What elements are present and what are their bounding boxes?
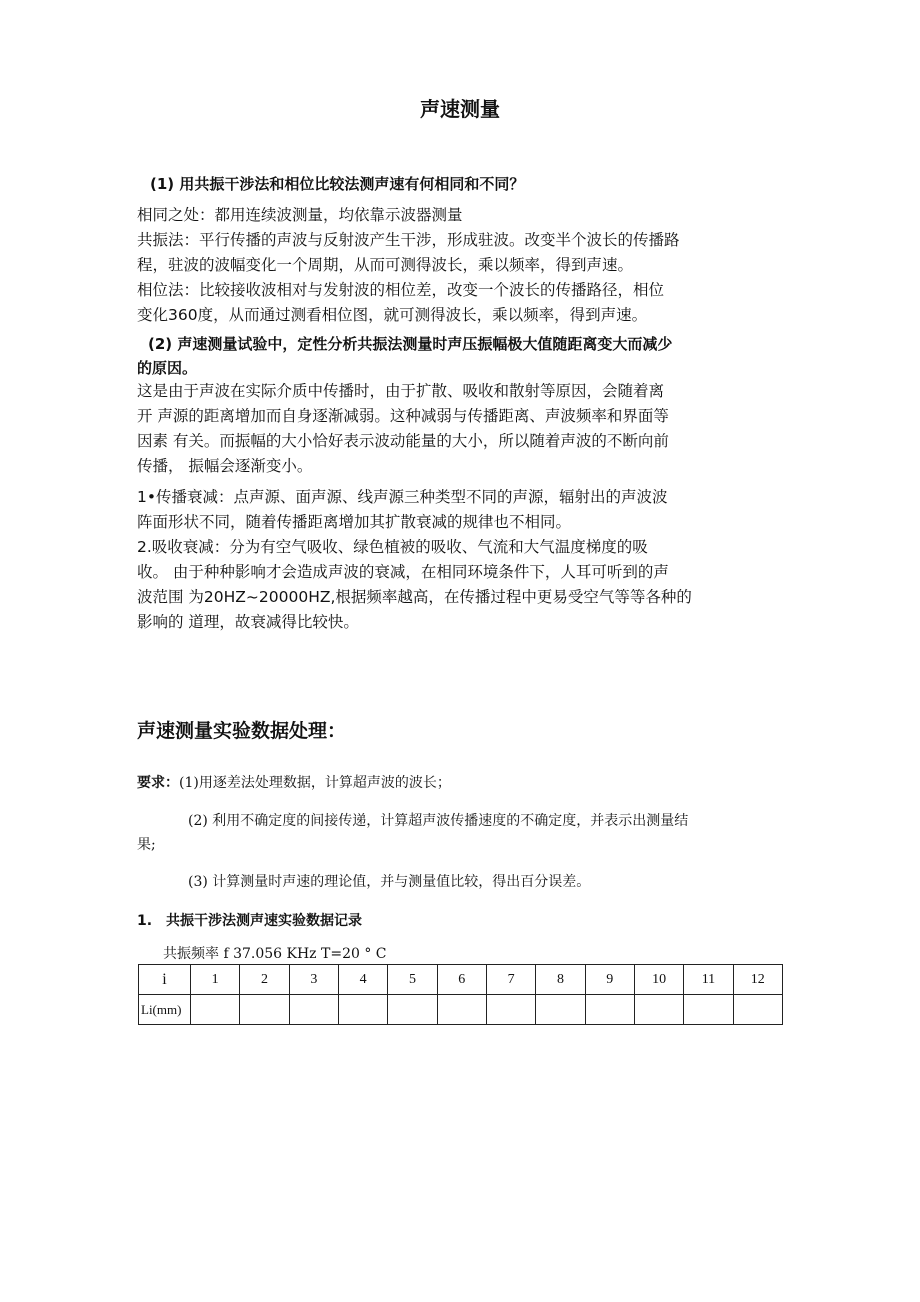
table-cell: [240, 995, 289, 1025]
table-cell: [733, 995, 782, 1025]
section-heading: 声速测量实验数据处理：: [137, 720, 347, 742]
paragraph-line: 程，驻波的波幅变化一个周期，从而可测得波长，乘以频率，得到声速。: [137, 256, 634, 274]
paragraph-line: 相位法：比较接收波相对与发射波的相位差，改变一个波长的传播路径，相位: [137, 281, 665, 299]
table-header-cell: 2: [240, 965, 289, 995]
frequency-line: 共振频率 f 37.056 KHz T=20 ° C: [163, 946, 387, 962]
table-header-cell: 3: [289, 965, 338, 995]
table-header-cell: 12: [733, 965, 782, 995]
table-header-cell: 11: [684, 965, 733, 995]
paragraph-line: 波范围 为20HZ~20000HZ,根据频率越高，在传播过程中更易受空气等等各种的: [137, 588, 692, 606]
requirement-2-cont: 果;: [137, 837, 156, 853]
table-cell: [289, 995, 338, 1025]
question-1-heading: (1) 用共振干涉法和相位比较法测声速有何相同和不同？: [150, 175, 525, 193]
paragraph-line: 影响的 道理，故衰减得比较快。: [137, 613, 359, 631]
paragraph-line: 相同之处：都用连续波测量，均依靠示波器测量: [137, 206, 463, 224]
requirement-2: (2) 利用不确定度的间接传递，计算超声波传播速度的不确定度，并表示出测量结: [188, 813, 689, 829]
table-header-cell: 6: [437, 965, 486, 995]
paragraph-line: 这是由于声波在实际介质中传播时，由于扩散、吸收和散射等原因，会随着离: [137, 382, 665, 400]
table-header-cell: 7: [486, 965, 535, 995]
table-header-cell: 10: [634, 965, 683, 995]
table-header-row: [139, 965, 783, 995]
data-record-title: 1. 共振干涉法测声速实验数据记录: [137, 913, 363, 929]
paragraph-line: 2.吸收衰减：分为有空气吸收、绿色植被的吸收、气流和大气温度梯度的吸: [137, 538, 648, 556]
paragraph-line: 1•传播衰减：点声源、面声源、线声源三种类型不同的声源，辐射出的声波波: [137, 488, 668, 506]
table-cell: [437, 995, 486, 1025]
table-header-cell: 8: [536, 965, 585, 995]
table-cell: [486, 995, 535, 1025]
table-cell: [684, 995, 733, 1025]
question-2-heading: (2) 声速测量试验中，定性分析共振法测量时声压振幅极大值随距离变大而减少: [148, 335, 673, 353]
data-table: [138, 964, 783, 1025]
requirement-label: 要求：: [137, 775, 179, 791]
table-header-cell: 4: [338, 965, 387, 995]
table-header-cell: 9: [585, 965, 634, 995]
paragraph-line: 因素 有关。而振幅的大小恰好表示波动能量的大小，所以随着声波的不断向前: [137, 432, 669, 450]
paragraph-line: 收。 由于种种影响才会造成声波的衰减，在相同环境条件下，人耳可听到的声: [137, 563, 669, 581]
table-header-cell: 5: [388, 965, 437, 995]
paragraph-line: 开 声源的距离增加而自身逐渐减弱。这种减弱与传播距离、声波频率和界面等: [137, 407, 669, 425]
paragraph-line: 阵面形状不同，随着传播距离增加其扩散衰减的规律也不相同。: [137, 513, 572, 531]
question-2-heading-cont: 的原因。: [137, 359, 198, 377]
paragraph-line: 变化360度，从而通过测看相位图，就可测得波长，乘以频率，得到声速。: [137, 306, 648, 324]
requirement-3: (3) 计算测量时声速的理论值，并与测量值比较，得出百分误差。: [188, 874, 591, 890]
table-cell: [338, 995, 387, 1025]
paragraph-line: 传播， 振幅会逐渐变小。: [137, 457, 313, 475]
table-row: [139, 995, 783, 1025]
requirement-1-text: (1)用逐差法处理数据，计算超声波的波长；: [179, 775, 451, 791]
table-header-cell: 1: [191, 965, 240, 995]
table-cell: [191, 995, 240, 1025]
table-cell: [585, 995, 634, 1025]
page-title: 声速测量: [420, 97, 500, 121]
table-header-cell: i: [139, 965, 191, 995]
table-cell: [634, 995, 683, 1025]
table-cell: [536, 995, 585, 1025]
requirement-1: [137, 772, 451, 792]
table-cell: [388, 995, 437, 1025]
table-row-label: Li(mm): [139, 995, 191, 1025]
paragraph-line: 共振法：平行传播的声波与反射波产生干涉，形成驻波。改变半个波长的传播路: [137, 231, 680, 249]
